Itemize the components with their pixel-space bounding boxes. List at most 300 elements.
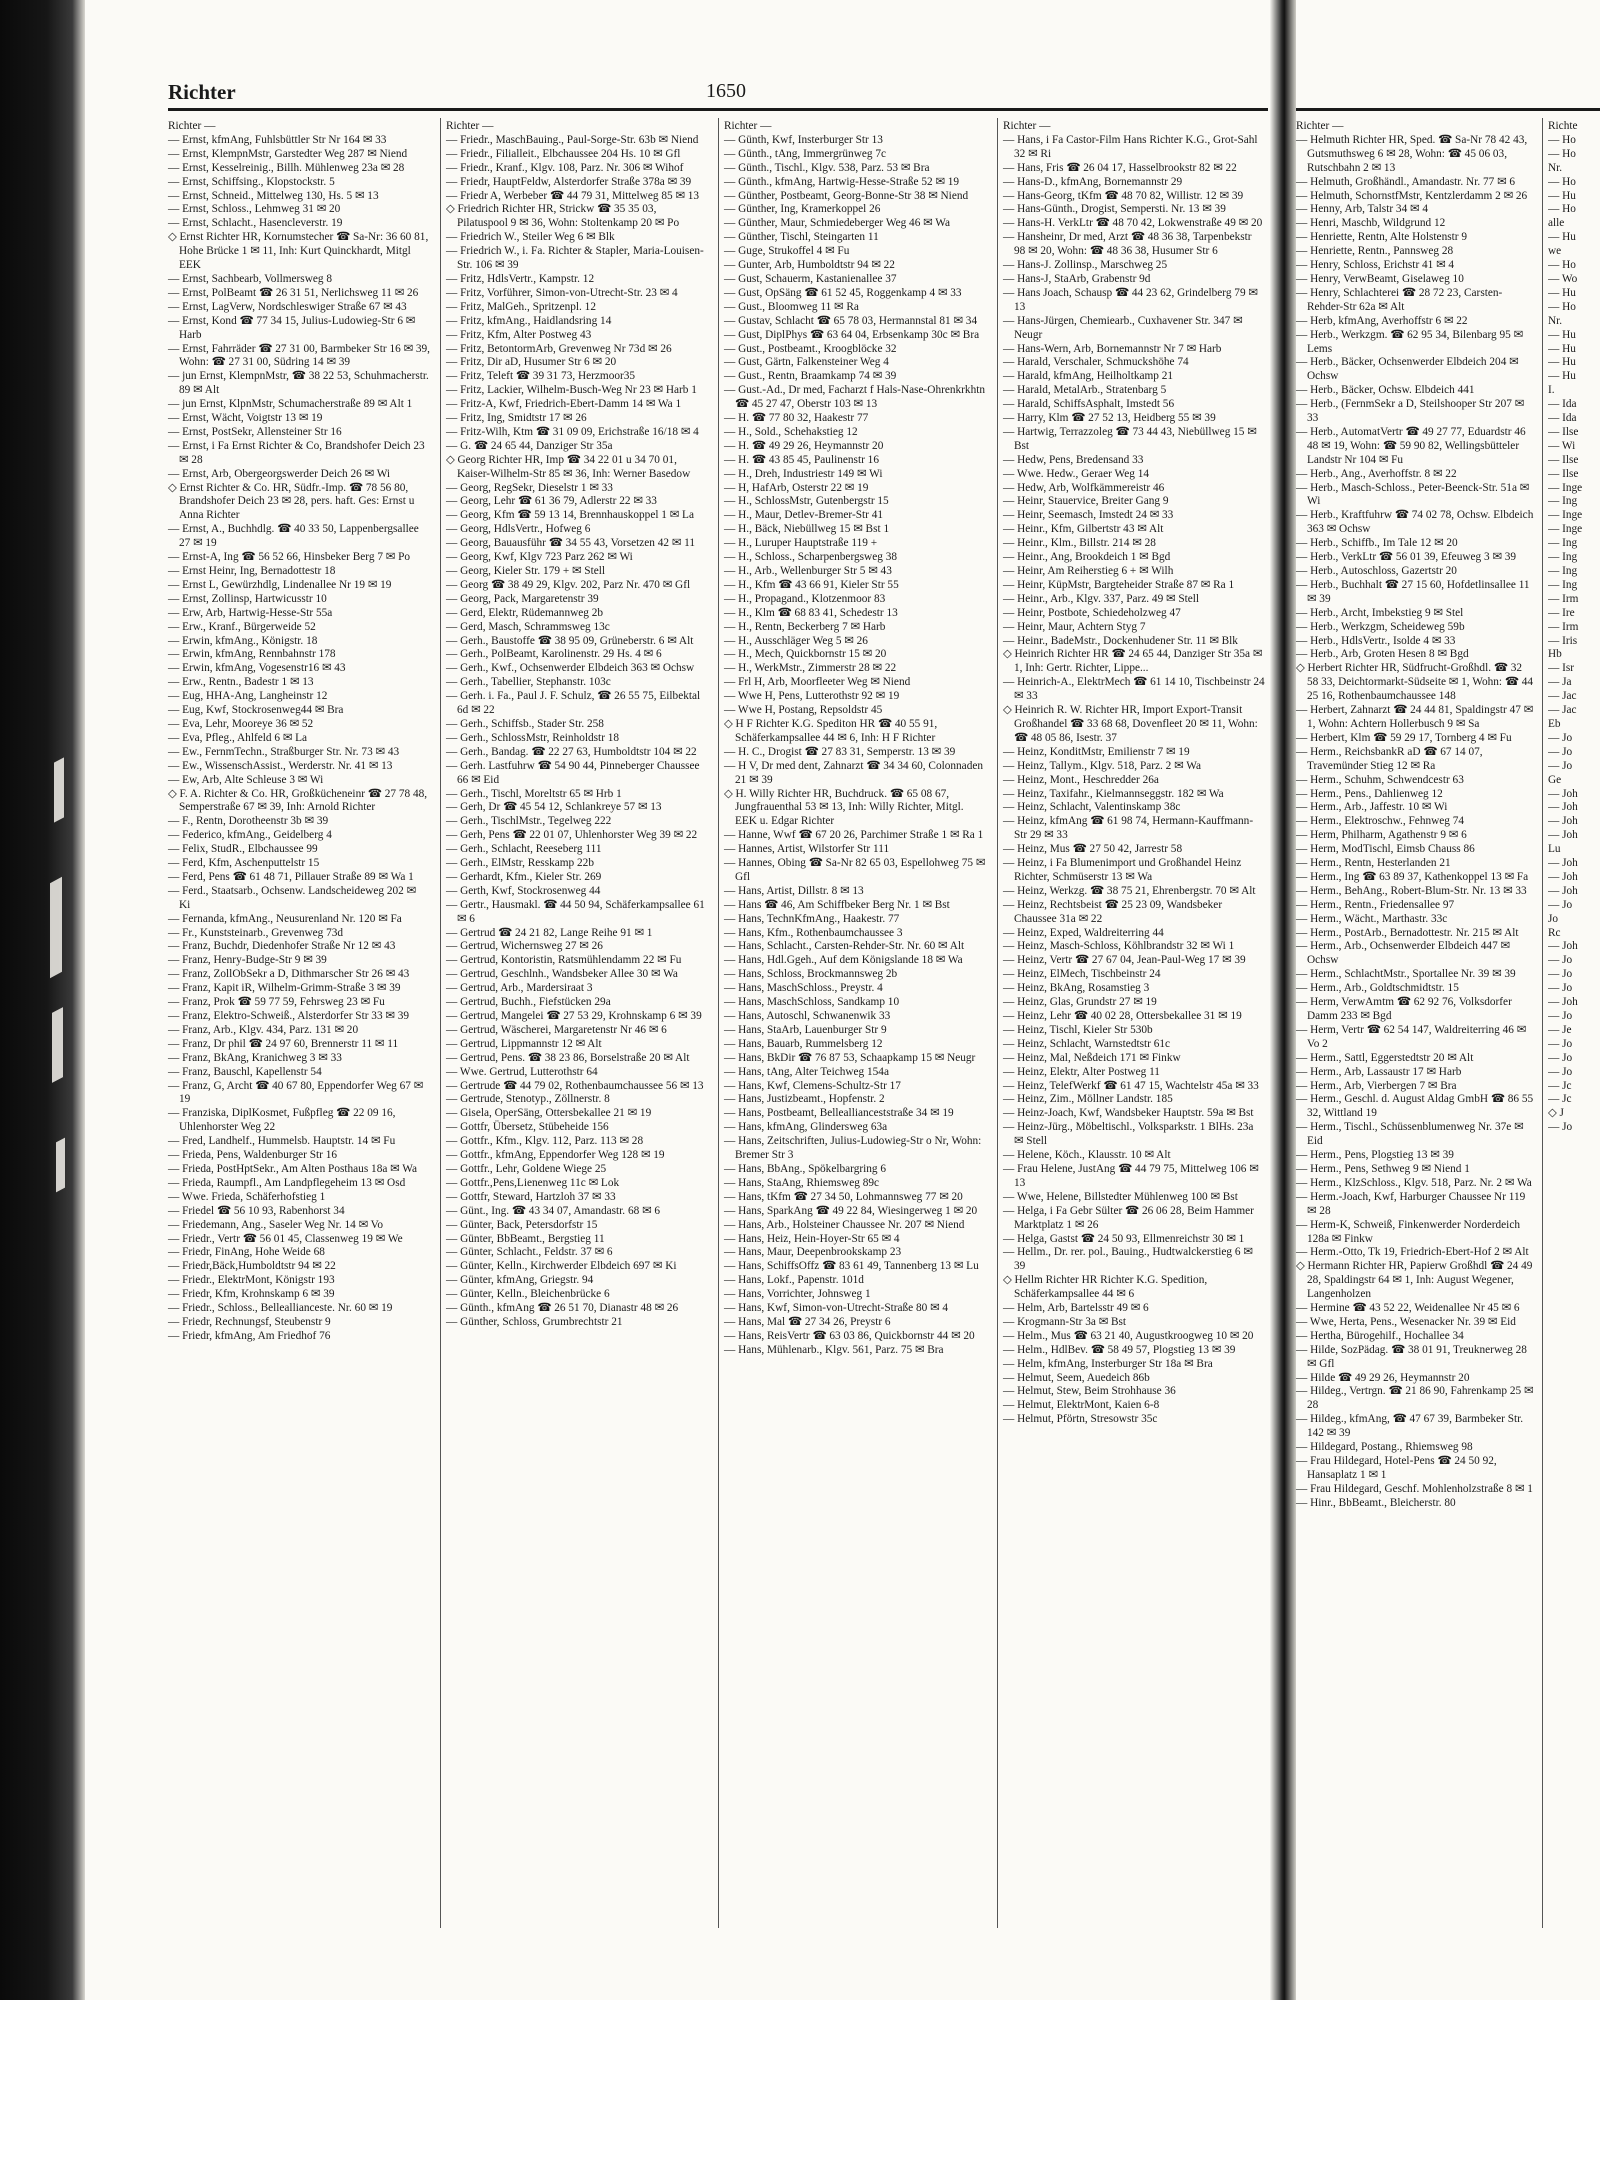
directory-entry: — Friedrich W., i. Fa. Richter & Stapler, Maria-Louisen-Str. 106 ✉ 39 (446, 245, 704, 272)
directory-entry: — Franz, Prok ☎ 59 77 59, Fehrsweg 23 ✉ Fu (168, 996, 385, 1009)
directory-entry: — Ernst, Kond ☎ 77 34 15, Julius-Ludowieg-Str 6 ✉ Harb (168, 314, 416, 341)
directory-entry: — Heinrich-A., ElektrMech ☎ 61 14 10, Tischbeinstr 24 ✉ 33 (1003, 676, 1265, 703)
directory-entry: — Hermine ☎ 43 52 22, Weidenallee Nr 45 ✉ 6 (1296, 1302, 1520, 1315)
directory-entry: — Jo (1548, 731, 1573, 744)
directory-entry: — Hans, TechnKfmAng., Haakestr. 77 (724, 912, 900, 925)
directory-entry: — Hans, MaschSchloss., Preystr. 4 (724, 982, 883, 995)
directory-entry: — Isr (1548, 662, 1575, 675)
directory-entry: — Irm (1548, 592, 1579, 605)
directory-entry: — Hilde ☎ 49 29 26, Heymannstr 20 (1296, 1371, 1470, 1384)
directory-entry: — Ida (1548, 412, 1577, 425)
directory-entry: — Wo (1548, 272, 1578, 285)
directory-entry: — Georg ☎ 38 49 29, Klgv. 202, Parz Nr. 470 ✉ Gfl (446, 578, 691, 591)
directory-entry: — Herb., Archt, Imbekstieg 9 ✉ Stel (1296, 606, 1464, 619)
directory-entry: — Herb., VerkLtr ☎ 56 01 39, Efeuweg 3 ✉ 39 (1296, 551, 1517, 564)
directory-entry: — Jo (1548, 745, 1573, 758)
directory-entry: — Fr., Kunststeinarb., Grevenweg 73d (168, 926, 344, 939)
binding-mark (50, 877, 62, 978)
directory-entry: — Joh (1548, 884, 1578, 897)
directory-entry: — Heinz, Elektr, Alter Postweg 11 (1003, 1065, 1160, 1078)
directory-entry: — Eug, HHA-Ang, Langheinstr 12 (168, 690, 328, 703)
directory-entry: — H., Rentn, Beckerberg 7 ✉ Harb (724, 620, 886, 633)
directory-entry: — Gerh, Pens ☎ 22 01 07, Uhlenhorster Weg 39 ✉ 22 (446, 829, 698, 842)
directory-entry: — Joh (1548, 801, 1578, 814)
directory-entry: — H., Propagand., Klotzenmoor 83 (724, 592, 886, 605)
directory-entry: — Hans, Heiz, Hein-Hoyer-Str 65 ✉ 4 (724, 1232, 900, 1245)
directory-column-6-partial (1548, 120, 1600, 1135)
directory-entry: — Jo (1548, 968, 1573, 981)
directory-entry: — Jac (1548, 704, 1577, 717)
directory-entry: — Hans, Kwf, Simon-von-Utrecht-Straße 80 ✉ 4 (724, 1302, 949, 1315)
directory-entry: — Hildeg., kfmAng, ☎ 47 67 39, Barmbeker Str. 142 ✉ 39 (1296, 1413, 1524, 1440)
directory-entry: — Heinz, i Fa Blumenimport und Großhandel Heinz Richter, Schmüserstr 13 ✉ Wa (1003, 857, 1242, 883)
directory-entry: Ge (1548, 773, 1562, 786)
directory-entry: — Helm, Arb, Bartelsstr 49 ✉ 6 (1003, 1302, 1149, 1315)
directory-entry: — Herm., SchlachtMstr., Sportallee Nr. 39 ✉ 39 (1296, 968, 1516, 981)
directory-entry: — Heinz-Jürg., Möbeltischl., Volksparkstr. 1 BlHs. 23a ✉ Stell (1003, 1121, 1254, 1148)
directory-entry: — Frau Hildegard, Hotel-Pens ☎ 24 50 92, Hansaplatz 1 ✉ 1 (1296, 1455, 1497, 1481)
directory-entry: — Friedr., Filialleit., Elbchaussee 204 Hs. 10 ✉ Gfl (446, 147, 681, 160)
directory-entry: — Ernst, Schiffsing., Klopstockstr. 5 (168, 175, 335, 188)
directory-entry: — Ernst, Kesselreinig., Billh. Mühlenweg 23a ✉ 28 (168, 161, 405, 174)
directory-entry: — Friedr., Vertr ☎ 56 01 45, Classenweg 19 ✉ We (168, 1232, 403, 1245)
directory-entry: — Georg, Bauausführ ☎ 34 55 43, Vorsetzen 42 ✉ 11 (446, 537, 696, 550)
directory-entry: — Helmut, ElektrMont, Kaien 6-8 (1003, 1399, 1160, 1412)
directory-entry: — Fritz, Kfm, Alter Postweg 43 (446, 328, 592, 341)
directory-entry: — Helga, i Fa Gebr Sülter ☎ 26 06 28, Beim Hammer Marktplatz 1 ✉ 26 (1003, 1204, 1254, 1231)
directory-entry: — Henry, Schloss, Erichstr 41 ✉ 4 (1296, 259, 1455, 272)
directory-entry: — Herb., Masch-Schloss., Peter-Beenck-Str. 51a ✉ Wi (1296, 481, 1530, 508)
directory-entry: — Herm., Elektroschw., Fehnweg 74 (1296, 815, 1465, 828)
directory-entry: — Friedr, FinAng, Hohe Weide 68 (168, 1246, 325, 1259)
directory-entry: — Je (1548, 1023, 1572, 1036)
directory-entry: — Gerh., Kwf., Ochsenwerder Elbdeich 363 ✉ Ochsw (446, 662, 695, 675)
directory-column-4 (1003, 120, 1265, 1427)
directory-entry: — Hu (1548, 370, 1576, 383)
directory-entry: — H., Schloss., Scharpenbergsweg 38 (724, 551, 897, 564)
directory-entry: — Gottfr., kfmAng, Eppendorfer Weg 128 ✉ 19 (446, 1149, 665, 1162)
directory-entry: — Wwe H, Postang, Repsoldstr 45 (724, 704, 883, 717)
directory-entry: — Hans-H. VerkLtr ☎ 48 70 42, Lokwenstraße 49 ✉ 20 (1003, 217, 1263, 230)
directory-entry: — Wwe, Herta, Pens., Wesenacker Nr. 39 ✉ Eid (1296, 1315, 1516, 1328)
directory-entry: — Franz, Arb., Klgv. 434, Parz. 131 ✉ 20 (168, 1023, 359, 1036)
directory-entry: — Hans, BbAng., Spökelbargring 6 (724, 1162, 887, 1175)
directory-entry: — Ing (1548, 537, 1578, 550)
directory-entry: — Ho (1548, 203, 1576, 216)
directory-entry: — Günt., Ing. ☎ 43 34 07, Amandastr. 68 ✉ 6 (446, 1204, 661, 1217)
directory-entry: — Hans, Maur, Deepenbrookskamp 23 (724, 1246, 902, 1259)
directory-entry: — Ho (1548, 133, 1576, 146)
directory-entry: — Fritz, Teleft ☎ 39 31 73, Herzmoor35 (446, 370, 636, 383)
directory-entry: — Friedemann, Ang., Saseler Weg Nr. 14 ✉ Vo (168, 1218, 384, 1231)
directory-entry: — Franz, Bauschl, Kapellenstr 54 (168, 1065, 322, 1078)
directory-entry: — Franz, ZollObSekr a D, Dithmarscher Str 26 ✉ 43 (168, 968, 410, 981)
directory-entry: — Harry, Klm ☎ 27 52 13, Heidberg 55 ✉ 39 (1003, 412, 1216, 425)
directory-entry: — Georg, Kwf, Klgv 723 Parz 262 ✉ Wi (446, 551, 633, 564)
directory-entry: — Herm., PostArb., Bernadottestr. Nr. 215 ✉ Alt (1296, 926, 1519, 939)
directory-entry: — H., Bäck, Niebüllweg 15 ✉ Bst 1 (724, 523, 890, 536)
directory-entry: — Gottfr, Steward, Hartzloh 37 ✉ 33 (446, 1190, 616, 1203)
directory-entry: — Friedr, HauptFeldw, Alsterdorfer Straße 378a ✉ 39 (446, 175, 692, 188)
directory-entry: — Hans, tAng, Alter Teichweg 154a (724, 1065, 889, 1078)
directory-entry: — Gertrud, Buchh., Fiefstücken 29a (446, 996, 611, 1009)
directory-entry: — Ernst, Sachbearb, Vollmersweg 8 (168, 272, 332, 285)
directory-entry: — Ew, Arb, Alte Schleuse 3 ✉ Wi (168, 773, 324, 786)
directory-entry: — Herb., HdlsVertr., Isolde 4 ✉ 33 (1296, 634, 1456, 647)
directory-entry: — Gerh., Tabellier, Stephanstr. 103c (446, 676, 611, 689)
directory-entry: — Heinz, Schlacht, Valentinskamp 38c (1003, 801, 1181, 814)
directory-entry: — Ilse (1548, 467, 1579, 480)
directory-entry: ◇ Ernst Richter HR, Kornumstecher ☎ Sa-Nr: 36 60 81, Hohe Brücke 1 ✉ 11, Inh: Kurt Quinckhardt, Mitgl EEK (168, 231, 429, 272)
directory-entry: — Ernst, PostSekr, Allensteiner Str 16 (168, 425, 342, 438)
directory-entry: — Harald, Verschaler, Schmuckshöhe 74 (1003, 356, 1189, 369)
directory-column-3 (724, 120, 986, 1358)
directory-entry: — Gertrude, Stenotyp., Zöllnerstr. 8 (446, 1093, 610, 1106)
directory-entry: — Herm., Ing ☎ 63 89 37, Kathenkoppel 13 ✉ Fa (1296, 870, 1529, 883)
directory-entry: — Heinz, BkAng, Rosamstieg 3 (1003, 982, 1150, 995)
directory-entry: — Ing (1548, 495, 1578, 508)
directory-entry: — Erw., Rentn., Badestr 1 ✉ 13 (168, 676, 314, 689)
directory-entry: — Günther, Tischl, Steingarten 11 (724, 231, 879, 244)
directory-entry: — Heinz, Werkzg. ☎ 38 75 21, Ehrenbergstr. 70 ✉ Alt (1003, 884, 1256, 897)
directory-entry: — Hans Joach, Schausp ☎ 44 23 62, Grindelberg 79 ✉ 13 (1003, 286, 1258, 313)
directory-entry: — Friedr., MaschBauing., Paul-Sorge-Str. 63b ✉ Niend (446, 133, 699, 146)
directory-entry: — Joh (1548, 829, 1578, 842)
directory-entry: — Hansheinr, Dr med, Arzt ☎ 48 36 38, Tarpenbekstr 98 ✉ 20, Wohn: ☎ 48 36 38, Husumer Str 6 (1003, 231, 1252, 258)
directory-entry: — Hans, Arb., Holsteiner Chaussee Nr. 207 ✉ Niend (724, 1218, 965, 1231)
directory-entry: — Gerh., PolBeamt, Karolinenstr. 29 Hs. 4 ✉ 6 (446, 648, 662, 661)
header-rule (168, 108, 1268, 111)
directory-entry: — Erwin, kfmAng., Königstr. 18 (168, 634, 318, 647)
directory-entry: — Ho (1548, 175, 1576, 188)
directory-entry: — Herbert, Zahnarzt ☎ 24 44 81, Spaldingstr 47 ✉ 1, Wohn: Achtern Hollerbusch 9 ✉ Sa (1296, 704, 1534, 730)
directory-entry: — Hans, StaAng, Rhiemsweg 89c (724, 1176, 880, 1189)
directory-entry: — Hans, Artist, Dillstr. 8 ✉ 13 (724, 884, 864, 897)
directory-entry: — Heinz, TelefWerkf ☎ 61 47 15, Wachtelstr 45a ✉ 33 (1003, 1079, 1259, 1092)
directory-entry: — Heinr, Seemasch, Imstedt 24 ✉ 33 (1003, 509, 1174, 522)
directory-entry: — Eug, Kwf, Stockrosenweg44 ✉ Bra (168, 704, 344, 717)
directory-entry: — Helmut, Seem, Auedeich 86b (1003, 1371, 1150, 1384)
directory-entry: — Gerh., TischlMstr., Tegelweg 222 (446, 815, 612, 828)
directory-entry: — Herm, ModTischl, Eimsb Chauss 86 (1296, 843, 1475, 856)
column-divider (440, 118, 441, 1928)
directory-entry: — Hans, Postbeamt, Belleallianceststraße 34 ✉ 19 (724, 1107, 954, 1120)
directory-entry: — Hildegard, Postang., Rhiemsweg 98 (1296, 1441, 1473, 1454)
directory-entry: — Ew., WissenschAssist., Werderstr. Nr. 41 ✉ 13 (168, 759, 393, 772)
directory-entry: — Gust.-Ad., Dr med, Facharzt f Hals-Nase-Ohrenkrkhtn ☎ 45 27 47, Oberstr 103 ✉ 13 (724, 384, 986, 411)
directory-entry: — Heinz, Vertr ☎ 27 67 04, Jean-Paul-Weg 17 ✉ 39 (1003, 954, 1246, 967)
running-header-name: Richter (168, 80, 236, 104)
directory-entry: — Gerh. Lastfuhrw ☎ 54 90 44, Pinneberger Chaussee 66 ✉ Eid (446, 759, 700, 786)
directory-entry: — Frieda, PostHptSekr., Am Alten Posthaus 18a ✉ Wa (168, 1162, 418, 1175)
directory-entry: — jun Ernst, KlpnMstr, Schumacherstraße 89 ✉ Alt 1 (168, 398, 413, 411)
directory-entry: — Hans, Hdl.Ggeh., Auf dem Königslande 18 ✉ Wa (724, 954, 963, 967)
directory-entry: — Ing (1548, 551, 1578, 564)
directory-entry: — H., Maur, Detlev-Bremer-Str 41 (724, 509, 884, 522)
directory-entry: — Ernst, Schloss., Lehmweg 31 ✉ 20 (168, 203, 341, 216)
directory-entry: — Jo (1548, 759, 1573, 772)
directory-entry: — Fritz-A, Kwf, Friedrich-Ebert-Damm 14 ✉ Wa 1 (446, 398, 682, 411)
directory-entry: Lu (1548, 843, 1561, 856)
directory-entry: — Günter, Kelln., Bleichenbrücke 6 (446, 1288, 610, 1301)
directory-entry: — Herb., Buchhalt ☎ 27 15 60, Hofdetlinsallee 11 ✉ 39 (1296, 578, 1530, 605)
directory-entry: — Joh (1548, 940, 1578, 953)
directory-entry: — Gertrud, Mangelei ☎ 27 53 29, Krohnskamp 6 ✉ 39 (446, 1010, 702, 1022)
directory-entry: — Heinz, Taxifahr., Kielmannseggstr. 182 ✉ Wa (1003, 787, 1224, 800)
directory-entry: — Jo (1548, 954, 1573, 967)
directory-entry: — Hans-J. Zollinsp., Marschweg 25 (1003, 259, 1168, 272)
directory-entry: — Heinz, kfmAng ☎ 61 98 74, Hermann-Kauffmann-Str 29 ✉ 33 (1003, 815, 1254, 842)
directory-entry: — Franz, BkAng, Kranichweg 3 ✉ 33 (168, 1051, 342, 1064)
directory-entry: — Heinr., Ang, Brookdeich 1 ✉ Bgd (1003, 551, 1171, 564)
directory-entry: — Hu (1548, 189, 1576, 202)
directory-entry: — Frau Hildegard, Geschf. Mohlenholzstraße 8 ✉ 1 (1296, 1482, 1533, 1495)
directory-entry: — Herb., Werkzgm. ☎ 62 95 34, Bilenbarg 95 ✉ Lems (1296, 328, 1524, 355)
directory-entry: — Günter, BbBeamt., Bergstieg 11 (446, 1232, 605, 1245)
directory-entry: — Heinz, Lehr ☎ 40 02 28, Ottersbekallee 31 ✉ 19 (1003, 1010, 1242, 1022)
directory-entry: — Ferd, Kfm, Aschenputtelstr 15 (168, 857, 320, 870)
directory-entry: — Herm.-Otto, Tk 19, Friedrich-Ebert-Hof 2 ✉ Alt (1296, 1246, 1529, 1259)
directory-entry: — Friedr., Schloss., Belleallianceste. Nr. 60 ✉ 19 (168, 1302, 393, 1315)
directory-entry: — Gerh., Tischl, Moreltstr 65 ✉ Hrb 1 (446, 787, 622, 800)
directory-entry: — Georg, Kfm ☎ 59 13 14, Brennhauskoppel 1 ✉ La (446, 509, 694, 522)
page-gutter-shadow (1270, 0, 1296, 2000)
directory-entry: — Friedr,Bäck,Humboldtstr 94 ✉ 22 (168, 1260, 336, 1273)
directory-entry: — Gertr., Hausmakl. ☎ 44 50 94, Schäferkampsallee 61 ✉ 6 (446, 898, 705, 925)
directory-entry: — Herm., Tischl., Schüssenblumenweg Nr. 37e ✉ Eid (1296, 1121, 1524, 1148)
directory-entry: — Ferd., Staatsarb., Ochsenw. Landscheideweg 202 ✉ Ki (168, 884, 417, 911)
directory-entry: — Joh (1548, 815, 1578, 828)
directory-entry: — Herm., Rentn, Hesterlanden 21 (1296, 857, 1451, 870)
directory-entry: — Georg, HdlsVertr., Hofweg 6 (446, 523, 591, 536)
directory-column-2 (446, 120, 708, 1330)
directory-entry: — Herm., Wächt., Marthastr. 33c (1296, 912, 1448, 925)
directory-entry: — Hans, Mühlenarb., Klgv. 561, Parz. 75 ✉ Bra (724, 1343, 944, 1356)
directory-entry: — H., Arb., Wellenburger Str 5 ✉ 43 (724, 565, 892, 577)
directory-entry: — Herm., Geschl. d. August Aldag GmbH ☎ 86 55 32, Wittland 19 (1296, 1093, 1534, 1120)
directory-entry: — Ernst Heinr, Ing, Bernadottestr 18 (168, 565, 336, 577)
directory-entry: — Günth., kfmAng, Hartwig-Hesse-Straße 52 ✉ 19 (724, 175, 960, 188)
directory-entry: — Günter, Kelln., Kirchwerder Elbdeich 697 ✉ Ki (446, 1260, 677, 1273)
directory-entry: — Hans, ReisVertr ☎ 63 03 86, Quickbornstr 44 ✉ 20 (724, 1329, 975, 1342)
directory-entry: — Henriette, Rentn, Alte Holstenstr 9 (1296, 231, 1467, 244)
directory-entry: ◇ Georg Richter HR, Imp ☎ 34 22 01 u 34 70 01, Kaiser-Wilhelm-Str 85 ✉ 36, Inh: Werner Basedow (446, 453, 691, 480)
directory-entry: — Hedw, Arb, Wolfkämmereistr 46 (1003, 481, 1165, 494)
directory-entry: — Ernst, PolBeamt ☎ 26 31 51, Nerlichsweg 11 ✉ 26 (168, 286, 419, 299)
directory-entry: — Friedr A, Werbeber ☎ 44 79 31, Mittelweg 85 ✉ 13 (446, 189, 700, 202)
directory-entry: — Heinr, Stauervice, Breiter Gang 9 (1003, 495, 1169, 508)
directory-entry: — Herm.-Joach, Kwf, Harburger Chaussee Nr 119 ✉ 28 (1296, 1190, 1526, 1217)
directory-entry: — Gertrude ☎ 44 79 02, Rothenbaumchaussee 56 ✉ 13 (446, 1079, 704, 1092)
directory-entry: Richter — (168, 120, 216, 132)
directory-entry: — Hu (1548, 286, 1576, 299)
directory-entry: ◇ J (1548, 1107, 1564, 1120)
directory-entry: — Fernanda, kfmAng., Neusurenland Nr. 120 ✉ Fa (168, 912, 402, 925)
directory-entry: — Iris (1548, 634, 1578, 647)
directory-entry: — Franz, Dr phil ☎ 24 97 60, Brennerstr 11 ✉ 11 (168, 1037, 399, 1050)
directory-entry: — Georg, Lehr ☎ 61 36 79, Adlerstr 22 ✉ 33 (446, 495, 657, 508)
directory-entry: — Helm., Mus ☎ 63 21 40, Augustkroogweg 10 ✉ 20 (1003, 1329, 1254, 1342)
directory-entry: — Hans-Georg, tKfm ☎ 48 70 82, Willistr. 12 ✉ 39 (1003, 189, 1244, 202)
directory-entry: — Gust, DiplPhys ☎ 63 64 04, Erbsenkamp 30c ✉ Bra (724, 328, 980, 341)
directory-entry: — Franz, Henry-Budge-Str 9 ✉ 39 (168, 954, 327, 967)
directory-entry: — Fred, Landhelf., Hummelsb. Hauptstr. 14 ✉ Fu (168, 1135, 396, 1148)
directory-entry: — Günter, kfmAng, Griegstr. 94 (446, 1274, 594, 1287)
directory-entry: — Herb., Bäcker, Ochsenwerder Elbdeich 204 ✉ Ochsw (1296, 356, 1519, 383)
directory-entry: — Günth, Kwf, Insterburger Str 13 (724, 133, 883, 146)
directory-entry: — Gerd, Masch, Schrammsweg 13c (446, 620, 610, 633)
directory-entry: — Hanne, Wwf ☎ 67 20 26, Parchimer Straße 1 ✉ Ra 1 (724, 829, 984, 842)
directory-entry: — Herm., Pens, Sethweg 9 ✉ Niend 1 (1296, 1162, 1470, 1175)
directory-entry: — Herm., Schuhm, Schwendcestr 63 (1296, 773, 1464, 786)
directory-entry: — H, HafArb, Osterstr 22 ✉ 19 (724, 481, 869, 494)
directory-entry: — Günter, Schlacht., Feldstr. 37 ✉ 6 (446, 1246, 613, 1259)
directory-entry: — Helm., HdlBev. ☎ 58 49 57, Plogstieg 13 ✉ 39 (1003, 1343, 1236, 1356)
directory-entry: ◇ Heinrich R. W. Richter HR, Import Export-Transit Großhandel ☎ 33 68 68, Dovenfleet 20 ✉ 11, Wohn: ☎ 48 05 86, Isestr. 37 (1003, 704, 1258, 744)
directory-entry: — Ilse (1548, 425, 1579, 438)
directory-entry: — Eva, Pfleg., Ahlfeld 6 ✉ La (168, 731, 308, 744)
directory-entry: — Hans, SchiffsOffz ☎ 83 61 49, Tannenberg 13 ✉ Lu (724, 1260, 979, 1273)
directory-entry: Nr. (1548, 314, 1563, 327)
directory-entry: ◇ Ernst Richter & Co. HR, Südfr.-Imp. ☎ 78 56 80, Brandshofer Deich 23 ✉ 28, pers. haft. Ges: Ernst u Anna Richter (168, 481, 415, 522)
directory-entry: — Heinr., Klm., Billstr. 214 ✉ 28 (1003, 537, 1156, 550)
directory-entry: ◇ H. Willy Richter HR, Buchdruck. ☎ 65 08 67, Jungfrauenthal 53 ✉ 13, Inh: Willy Richter, Mitgl. EEK u. Edgar Richter (724, 787, 964, 828)
directory-entry: — Eva, Lehr, Mooreye 36 ✉ 52 (168, 717, 314, 730)
directory-entry: — Herm, Philharm, Agathenstr 9 ✉ 6 (1296, 829, 1467, 842)
directory-entry: — Ida (1548, 398, 1577, 411)
directory-entry: — Herm., Arb, Vierbergen 7 ✉ Bra (1296, 1079, 1457, 1092)
directory-entry: Nr. (1548, 161, 1563, 174)
directory-entry: — Fritz, MalGeh., Spritzenpl. 12 (446, 300, 596, 313)
directory-entry: — Henri, Maschb, Wildgrund 12 (1296, 217, 1446, 230)
directory-entry: — Ernst, Schneid., Mittelweg 130, Hs. 5 ✉ 13 (168, 189, 379, 202)
directory-entry: — Fritz, HdlsVertr., Kampstr. 12 (446, 272, 595, 285)
directory-column-1 (168, 120, 430, 1344)
directory-entry: — Hannes, Artist, Wilstorfer Str 111 (724, 843, 890, 856)
directory-entry: — Gertrud ☎ 24 21 82, Lange Reihe 91 ✉ 1 (446, 926, 653, 939)
directory-entry: — Fritz, Ing, Smidtstr 17 ✉ 26 (446, 412, 587, 425)
directory-entry: — Jo (1548, 898, 1573, 911)
directory-entry: — Hans-Günth., Drogist, Sempersti. Nr. 13 ✉ 39 (1003, 203, 1226, 216)
directory-entry: — F., Rentn, Dorotheenstr 3b ✉ 39 (168, 815, 329, 828)
directory-entry: — Friedr, kfmAng, Am Friedhof 76 (168, 1329, 331, 1342)
directory-entry: — Helmuth, SchornstfMstr, Kentzlerdamm 2 ✉ 26 (1296, 189, 1528, 202)
directory-entry: — Helene, Köch., Klausstr. 10 ✉ Alt (1003, 1149, 1171, 1162)
directory-entry: — Jo (1548, 1121, 1573, 1134)
directory-entry: — Gertrud, Geschlnh., Wandsbeker Allee 30 ✉ Wa (446, 968, 678, 981)
directory-entry: — Henry, Schlachterei ☎ 28 72 23, Carsten-Rehder-Str 62a ✉ Alt (1296, 286, 1503, 313)
directory-entry: — Ew., FernmTechn., Straßburger Str. Nr. 73 ✉ 43 (168, 745, 400, 758)
directory-entry: — Herm., Arb., Goldtschmidtstr. 15 (1296, 982, 1459, 995)
directory-entry: — Georg, RegSekr, Dieselstr 1 ✉ 33 (446, 481, 613, 494)
directory-entry: — Wwe, Helene, Billstedter Mühlenweg 100 ✉ Bst (1003, 1190, 1238, 1203)
directory-entry: — G. ☎ 24 65 44, Danziger Str 35a (446, 439, 613, 452)
directory-entry: — Herm., Pens, Plogstieg 13 ✉ 39 (1296, 1149, 1454, 1162)
directory-entry: — Henriette, Rentn., Pannsweg 28 (1296, 245, 1454, 258)
directory-entry: — Hans, Lokf., Papenstr. 101d (724, 1274, 864, 1287)
directory-entry: — Gertrud, Wichernsweg 27 ✉ 26 (446, 940, 603, 953)
directory-entry: — Gerth, Kwf, Stockrosenweg 44 (446, 884, 601, 897)
directory-entry: — Ernst L, Gewürzhdlg, Lindenallee Nr 19 ✉ 19 (168, 578, 392, 591)
directory-entry: — Harald, SchiffsAsphalt, Imstedt 56 (1003, 398, 1175, 411)
directory-entry: — Hans, tKfm ☎ 27 34 50, Lohmannsweg 77 ✉ 20 (724, 1190, 963, 1203)
directory-entry: — Herb., AutomatVertr ☎ 49 27 77, Eduardstr 46 48 ✉ 19, Wohn: ☎ 59 90 82, Wellingsbütteler Landstr Nr 104 ✉ Fu (1296, 425, 1526, 466)
directory-entry: — Jo (1548, 1065, 1573, 1078)
directory-entry: — Inge (1548, 509, 1583, 522)
directory-entry: — Hans, Justizbeamt., Hopfenstr. 2 (724, 1093, 885, 1106)
directory-entry: — Gottfr., Lehr, Goldene Wiege 25 (446, 1162, 607, 1175)
directory-entry: Richter — (446, 120, 494, 132)
directory-entry: — Hildeg., Vertrgn. ☎ 21 86 90, Fahrenkamp 25 ✉ 28 (1296, 1385, 1534, 1412)
directory-entry: — Gerh., ElMstr, Resskamp 22b (446, 857, 594, 870)
directory-entry: — Gerh. i. Fa., Paul J. F. Schulz, ☎ 26 55 75, Eilbektal 6d ✉ 22 (446, 690, 701, 717)
directory-entry: — Herb., Bäcker, Ochsw. Elbdeich 441 (1296, 384, 1475, 397)
directory-entry: — Jo (1548, 1051, 1573, 1064)
directory-entry: Hb (1548, 648, 1562, 661)
directory-entry: — Gerhardt, Kfm., Kieler Str. 269 (446, 870, 602, 883)
directory-entry: — Hedw, Pens, Bredensand 33 (1003, 453, 1144, 466)
directory-entry: — Ernst, Arb, Obergeorgswerder Deich 26 ✉ Wi (168, 467, 391, 480)
directory-entry: Richte (1548, 120, 1578, 132)
directory-entry: — Ferd, Pens ☎ 61 48 71, Pillauer Straße 89 ✉ Wa 1 (168, 870, 414, 883)
directory-entry: — Friedr, Rechnungsf, Steubenstr 9 (168, 1315, 331, 1328)
directory-entry: — Gottfr., Kfm., Klgv. 112, Parz. 113 ✉ 28 (446, 1135, 644, 1148)
directory-entry: — Joh (1548, 857, 1578, 870)
directory-entry: — Franz, Elektro-Schweiß., Alsterdorfer Str 33 ✉ 39 (168, 1010, 410, 1022)
directory-entry: — Gertrud, Wäscherei, Margaretenstr Nr 46 ✉ 6 (446, 1023, 667, 1036)
directory-entry: — Jc (1548, 1093, 1572, 1106)
directory-entry: — Inge (1548, 481, 1583, 494)
directory-entry: — Gottfr.,Pens,Lienenweg 11c ✉ Lok (446, 1176, 620, 1189)
directory-entry: — Hu (1548, 356, 1576, 369)
directory-entry: — Hans, Kwf, Clemens-Schultz-Str 17 (724, 1079, 901, 1092)
directory-entry: ◇ Heinrich Richter HR ☎ 24 65 44, Danziger Str 35a ✉ 1, Inh: Gertr. Richter, Lippe... (1003, 648, 1263, 675)
directory-entry: — Hans, Fris ☎ 26 04 17, Hasselbrookstr 82 ✉ 22 (1003, 161, 1237, 174)
directory-entry: — Ho (1548, 259, 1576, 272)
directory-entry: — Franziska, DiplKosmet, Fußpfleg ☎ 22 09 16, Uhlenhorster Weg 22 (168, 1107, 396, 1134)
directory-entry: — Heinz, ElMech, Tischbeinstr 24 (1003, 968, 1161, 981)
directory-entry: — Friedr., ElektrMont, Königstr 193 (168, 1274, 335, 1287)
directory-entry: we (1548, 245, 1562, 258)
directory-entry: — Jc (1548, 1079, 1572, 1092)
directory-entry: Richter — (1296, 120, 1344, 132)
directory-entry: — Heinz, Zim., Möllner Landstr. 185 (1003, 1093, 1173, 1106)
directory-entry: — Hans-J, StaArb, Grabenstr 9d (1003, 272, 1151, 285)
directory-entry: — Heinr., Kfm, Gilbertstr 43 ✉ Alt (1003, 523, 1164, 536)
directory-entry: — Hu (1548, 342, 1576, 355)
directory-entry: — Ernst, kfmAng, Fuhlsbüttler Str Nr 164 ✉ 33 (168, 133, 387, 146)
directory-entry: — Hans, MaschSchloss, Sandkamp 10 (724, 996, 900, 1009)
directory-entry: — Herm-K, Schweiß, Finkenwerder Norderdeich 128a ✉ Finkw (1296, 1218, 1520, 1245)
directory-entry: — Irm (1548, 620, 1579, 633)
directory-entry: — H. ☎ 77 80 32, Haakestr 77 (724, 412, 869, 425)
directory-entry: — Hans, Bauarb, Rummelsberg 12 (724, 1037, 883, 1050)
directory-entry: — Ilse (1548, 453, 1579, 466)
directory-entry: — Hannes, Obing ☎ Sa-Nr 82 65 03, Espellohweg 75 ✉ Gfl (724, 857, 986, 883)
directory-entry: — Ing (1548, 565, 1578, 577)
directory-entry: — Gustav, Schlacht ☎ 65 78 03, Hermannstal 81 ✉ 34 (724, 314, 978, 327)
directory-entry: — Friedel ☎ 56 10 93, Rabenhorst 34 (168, 1204, 345, 1217)
directory-entry: — Hilde, SozPädag. ☎ 38 01 91, Treuknerweg 28 ✉ Gfl (1296, 1343, 1527, 1370)
directory-entry: — H., Ausschläger Weg 5 ✉ 26 (724, 634, 868, 647)
directory-entry: — Hans-D., kfmAng, Bornemannstr 29 (1003, 175, 1183, 188)
directory-entry: — Heinr, Am Reiherstieg 6 + ✉ Wilh (1003, 565, 1174, 577)
directory-entry: — Günth., Tischl., Klgv. 538, Parz. 53 ✉ Bra (724, 161, 930, 174)
directory-entry: — Gust, Schauerm, Kastanienallee 37 (724, 272, 897, 285)
directory-entry: — Ja (1548, 676, 1572, 689)
directory-entry: — Gunter, Arb, Humboldtstr 94 ✉ 22 (724, 259, 895, 272)
directory-entry: — Herb., Autoschloss, Gazertstr 20 (1296, 565, 1457, 577)
